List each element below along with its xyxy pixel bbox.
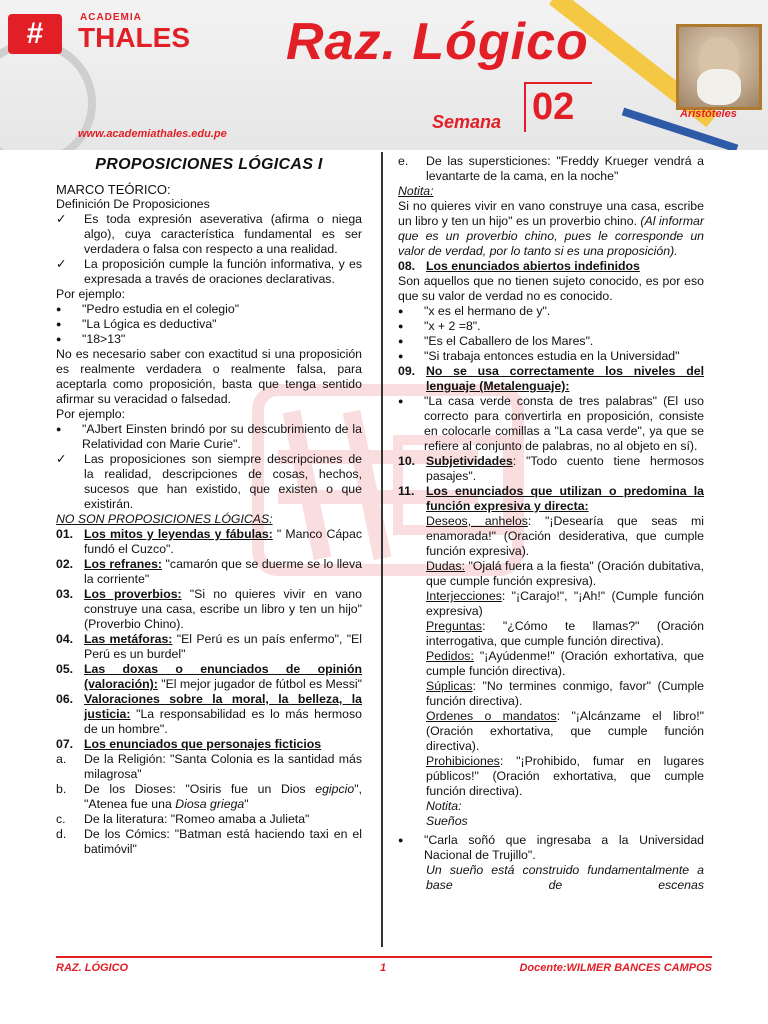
item-number: 08. <box>398 259 416 273</box>
letter-text: De los Cómics: "Batman está haciendo taxi en el batimóvil" <box>84 827 362 856</box>
item-number: 01. <box>56 527 74 541</box>
bullet-text: "La Lógica es deductiva" <box>82 317 217 331</box>
item-number: 09. <box>398 364 416 378</box>
bullet-icon: ● <box>398 351 404 361</box>
letter-text: De los Dioses: "Osiris fue un Dios <box>84 782 316 796</box>
letter-italic: Diosa griega <box>175 797 245 811</box>
suenos-note <box>398 863 704 893</box>
notita-text <box>398 199 704 259</box>
portrait-caption: Aristóteles <box>680 108 737 120</box>
check-icon: ✓ <box>56 257 67 271</box>
bullet-icon: ● <box>56 319 62 329</box>
letter-text: De la literatura: "Romeo amaba a Julieta" <box>84 812 310 826</box>
item-text: "El Perú es un país enfermo", "El Perú es un burdel" <box>84 632 362 661</box>
footer-course: RAZ. LÓGICO <box>56 962 129 974</box>
item-number: 04. <box>56 632 74 646</box>
item-label: Subjetividades <box>426 454 513 468</box>
numbered-item <box>398 364 704 394</box>
marco-teorico-heading: MARCO TEÓRICO: <box>56 182 171 197</box>
notita-italic: (Al informar que es un proverbio chino, pues le corresponde un valor de verdad, por lo tanto si es una proposición). <box>398 214 704 258</box>
right-column <box>398 154 704 893</box>
item-label: No se usa correctamente los niveles del lenguaje (Metalenguaje): <box>426 364 704 393</box>
item-number: 06. <box>56 692 74 706</box>
item-text: " Manco Cápac fundó el Cuzco". <box>84 527 362 556</box>
sub-item <box>398 679 704 709</box>
item-label: Los refranes: <box>84 557 163 571</box>
week-number: 02 <box>532 86 575 128</box>
aristotle-portrait <box>676 24 762 110</box>
sub-label: Dudas: <box>426 559 465 573</box>
bullet-text: "x + 2 =8". <box>424 319 481 333</box>
sub-label: Deseos, anhelos <box>426 514 528 528</box>
bullet-item <box>56 422 362 452</box>
letter-text: De las supersticiones: "Freddy Krueger vendrá a levantarte de la cama, en la noche" <box>426 154 704 183</box>
sub-label: Pedidos: <box>426 649 474 663</box>
bullet-text: "x es el hermano de y". <box>424 304 551 318</box>
sub-text: : "No termines conmigo, favor" (Cumple función directiva). <box>426 679 704 708</box>
item-text: "Si no quieres vivir en vano construye una casa, escribe un libro y ten un hijo" (Proverbio Chino). <box>84 587 362 631</box>
numbered-item <box>398 484 704 514</box>
sub-text: : "¡Prohibido, fumar en lugares públicos!" (Oración exhortativa, que cumple función directiva). <box>426 754 704 798</box>
page-header <box>0 0 768 150</box>
numbered-item <box>56 662 362 692</box>
item-number: 11. <box>398 484 415 498</box>
notita-block <box>398 799 704 829</box>
bullet-icon: ● <box>398 336 404 346</box>
sub-label: Interjecciones <box>426 589 502 603</box>
sub-item <box>398 514 704 559</box>
item-text: "El mejor jugador de fútbol es Messi" <box>157 677 363 691</box>
item-label: Los enunciados abiertos indefinidos <box>426 259 640 273</box>
item-label: Los mitos y leyendas y fábulas: <box>84 527 273 541</box>
letter-marker: c. <box>56 812 66 826</box>
week-label: Semana <box>432 112 502 132</box>
letter-text: ", "Atenea fue una <box>84 782 362 811</box>
item-number: 02. <box>56 557 74 571</box>
item-number: 10. <box>398 454 416 468</box>
logo-name-text: THALES <box>78 22 190 53</box>
check-icon: ✓ <box>56 212 67 226</box>
check-text: Es toda expresión aseverativa (afirma o niega algo), cuya característica fundamental es ser verdadera o falsa con respecto a una realidad. <box>84 212 362 256</box>
item-text: "La responsabilidad es lo más hermoso de un hombre". <box>84 707 362 736</box>
sub-item <box>398 589 704 619</box>
numbered-item <box>56 692 362 737</box>
sub-text: : "¡Alcánzame el libro!" (Oración exhortativa, que cumple función directiva). <box>426 709 704 753</box>
sub-label: Súplicas <box>426 679 473 693</box>
left-column <box>56 154 362 857</box>
numbered-item <box>56 632 362 662</box>
por-ejemplo-label: Por ejemplo: <box>56 287 126 301</box>
letter-italic: egipcio <box>315 782 355 796</box>
letter-marker: b. <box>56 782 67 796</box>
letter-marker: e. <box>398 154 409 168</box>
letter-text: " <box>244 797 249 811</box>
bullet-text: "Es el Caballero de los Mares". <box>424 334 594 348</box>
numbered-item <box>56 587 362 632</box>
bullet-item <box>398 334 704 349</box>
letter-item <box>56 782 362 812</box>
bullet-item <box>56 302 362 317</box>
letter-item <box>398 154 704 184</box>
footer-rule <box>56 956 712 958</box>
sub-text: : "¿Cómo te llamas?" (Oración interrogativa, que cumple función directiva). <box>426 619 704 648</box>
sub-item <box>398 649 704 679</box>
item-number: 07. <box>56 737 74 751</box>
item-label: Los proverbios: <box>84 587 182 601</box>
por-ejemplo-label: Por ejemplo: <box>56 407 126 421</box>
item-label: Las doxas o enunciados de opinión (valoración): <box>84 662 362 691</box>
bullet-icon: ● <box>56 334 62 344</box>
numbered-item <box>56 557 362 587</box>
suenos-label: Sueños <box>426 814 468 828</box>
item-label: Los enunciados que utilizan o predomina la función expresiva y directa: <box>426 484 704 513</box>
item-label: Los enunciados que personajes ficticios <box>84 737 322 751</box>
notita-heading: Notita: <box>426 799 462 813</box>
numbered-item <box>56 737 362 752</box>
sub-item <box>398 619 704 649</box>
bullet-item <box>398 304 704 319</box>
page-title: Raz. Lógico <box>286 13 589 71</box>
page-footer <box>56 962 712 976</box>
check-text: Las proposiciones son siempre descripciones de la realidad, descripciones de cosas, hechos, sucesos que han existido, que existen o que existirán. <box>84 452 362 511</box>
bullet-item <box>398 319 704 334</box>
numbered-item <box>398 259 704 274</box>
item-label: Las metáforas: <box>84 632 173 646</box>
letter-marker: a. <box>56 752 67 766</box>
bullet-icon: ● <box>56 424 62 434</box>
bullet-item <box>398 833 704 863</box>
item-label: Valoraciones sobre la moral, la belleza, la justicia: <box>84 692 362 721</box>
item-text: "camarón que se duerme se lo lleva la corriente" <box>84 557 362 586</box>
notita-body: Si no quieres vivir en vano construye una casa, escribe un libro y ten un hijo" es un proverbio chino. <box>398 199 704 228</box>
bullet-item <box>56 317 362 332</box>
logo-academia-text: ACADEMIA <box>80 12 142 23</box>
bullet-text: "AJbert Einsten brindó por su descubrimiento de la Relatividad con Marie Curie". <box>82 422 362 451</box>
bullet-text: "Carla soñó que ingresaba a la Universidad Nacional de Trujillo". <box>424 833 704 862</box>
letter-item <box>56 752 362 782</box>
sub-item <box>398 559 704 589</box>
bullet-text: "18>13" <box>82 332 126 346</box>
no-son-heading: NO SON PROPOSICIONES LÓGICAS: <box>56 512 273 526</box>
page-number: 1 <box>380 962 387 974</box>
sub-text: : "¡Desearía que seas mi enamorada!" (Oración desiderativa, que cumple función expresiva). <box>426 514 704 558</box>
sub-item <box>398 709 704 754</box>
sub-label: Preguntas <box>426 619 483 633</box>
sub-text: "Ojalá fuera a la fiesta" (Oración dubitativa, que cumple función expresiva). <box>426 559 704 588</box>
letter-item <box>56 827 362 857</box>
letter-text: De la Religión: "Santa Colonia es la santidad más milagrosa" <box>84 752 362 781</box>
sub-label: Prohibiciones <box>426 754 500 768</box>
paragraph: Son aquellos que no tienen sujeto conocido, es por eso que su valor de verdad no es conocido. <box>398 274 704 303</box>
bullet-text: "La casa verde consta de tres palabras" (El uso correcto para convertirla en proposición, consiste en colocarle comillas a "La casa verde", ya que se refiere al conjunto de palabras, no al objeto en sí). <box>424 394 704 453</box>
bullet-icon: ● <box>398 306 404 316</box>
notita-heading: Notita: <box>398 184 434 198</box>
numbered-item <box>398 454 704 484</box>
bullet-item <box>398 394 704 454</box>
bullet-icon: ● <box>398 321 404 331</box>
check-item <box>56 212 362 257</box>
column-divider <box>381 152 383 947</box>
check-icon: ✓ <box>56 452 67 466</box>
item-number: 05. <box>56 662 74 676</box>
sub-label: Ordenes o mandatos <box>426 709 557 723</box>
letter-marker: d. <box>56 827 67 841</box>
suenos-italic: Un sueño está construido fundamentalmente a base de escenas <box>426 863 704 892</box>
section-title: PROPOSICIONES LÓGICAS I <box>95 156 323 173</box>
letter-item <box>56 812 362 827</box>
item-text: : "Todo cuento tiene hermosos pasajes". <box>426 454 704 483</box>
thales-logo-icon: # <box>8 14 62 54</box>
website-link[interactable]: www.academiathales.edu.pe <box>78 128 227 140</box>
check-text: La proposición cumple la función informativa, y es expresada a través de oraciones declarativas. <box>84 257 362 286</box>
portrait-beard <box>697 69 741 105</box>
sub-text: "¡Ayúdenme!" (Oración exhortativa, que cumple función directiva). <box>426 649 704 678</box>
check-item <box>56 257 362 287</box>
paragraph: No es necesario saber con exactitud si una proposición es realmente verdadera o realmente falsa, para aceptarla como proposición, basta que tenga sentido afirmar su veracidad o falsedad. <box>56 347 362 406</box>
bullet-icon: ● <box>398 396 404 406</box>
bullet-item <box>56 332 362 347</box>
bullet-text: "Si trabaja entonces estudia en la Universidad" <box>424 349 680 363</box>
bullet-icon: ● <box>398 835 404 845</box>
numbered-item <box>56 527 362 557</box>
bullet-icon: ● <box>56 304 62 314</box>
bullet-text: "Pedro estudia en el colegio" <box>82 302 240 316</box>
definicion-heading: Definición De Proposiciones <box>56 197 210 211</box>
footer-teacher: Docente:WILMER BANCES CAMPOS <box>519 962 712 974</box>
sub-item <box>398 754 704 799</box>
check-item <box>56 452 362 512</box>
sub-text: : "¡Carajo!", "¡Ah!" (Cumple función expresiva) <box>426 589 704 618</box>
item-number: 03. <box>56 587 74 601</box>
bullet-item <box>398 349 704 364</box>
